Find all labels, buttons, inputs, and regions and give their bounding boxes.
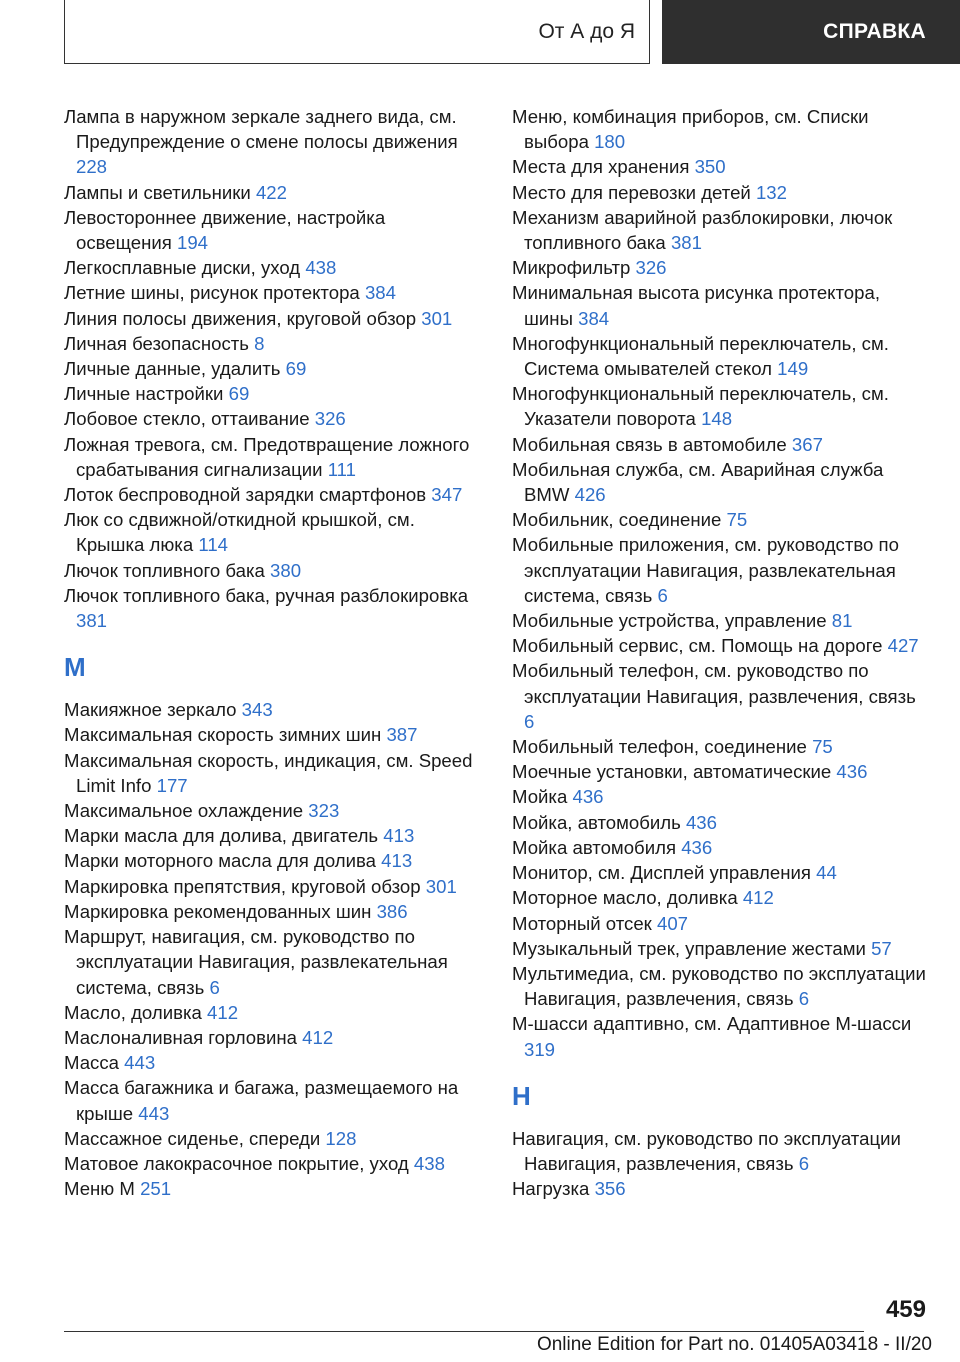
chapter-title-tab xyxy=(662,0,960,64)
index-entry-page-link[interactable]: 356 xyxy=(594,1178,626,1200)
index-entry xyxy=(512,205,926,255)
index-entry xyxy=(512,1126,926,1176)
index-entry-page-link[interactable]: 412 xyxy=(742,887,774,909)
chapter-title: СПРАВКА xyxy=(823,20,926,43)
index-entry xyxy=(64,1176,484,1201)
index-entry-text: Люк со сдвижной/откидной крышкой, см. Крышка люка xyxy=(64,509,415,556)
index-entry-page-link[interactable]: 148 xyxy=(701,408,733,430)
index-entry-text: Мобильный сервис, см. Помощь на дороге xyxy=(512,635,883,657)
index-entry-page-link[interactable]: 6 xyxy=(209,976,220,998)
index-entry xyxy=(512,180,926,205)
index-entry-text: Максимальное охлаждение xyxy=(64,800,304,822)
index-entry xyxy=(64,1000,484,1025)
index-entry-text: Мобильные приложения, см. руководство по эксплуатации Навигация, развлекательная система, связь xyxy=(512,534,899,606)
index-entry xyxy=(64,507,484,557)
index-entry xyxy=(512,331,926,381)
index-entry-page-link[interactable]: 443 xyxy=(124,1052,156,1074)
index-entry-text: Масса xyxy=(64,1052,119,1074)
edition-footer: Online Edition for Part no. 01405A03418 - II/20 xyxy=(536,1334,932,1355)
index-entry xyxy=(512,784,926,809)
index-entry-text: Лобовое стекло, оттаивание xyxy=(64,408,310,430)
index-entry-text: Маркировка рекомендованных шин xyxy=(64,900,372,922)
index-entry xyxy=(64,180,484,205)
index-entry xyxy=(64,748,484,798)
index-entry-text: Мобильник, соединение xyxy=(512,509,722,531)
index-entry-page-link[interactable]: 6 xyxy=(657,584,668,606)
index-entry-page-link[interactable]: 75 xyxy=(812,736,833,758)
index-entry-page-link[interactable]: 381 xyxy=(670,232,702,254)
index-entry-page-link[interactable]: 412 xyxy=(302,1026,334,1048)
index-entry xyxy=(64,874,484,899)
index-entry xyxy=(512,154,926,179)
index-entry-page-link[interactable]: 436 xyxy=(572,786,604,808)
index-letter-heading: М xyxy=(64,652,86,683)
index-entry-text: Линия полосы движения, круговой обзор xyxy=(64,307,417,329)
index-entry-text: Маслоналивная горловина xyxy=(64,1026,297,1048)
index-entry-page-link[interactable]: 180 xyxy=(594,131,626,153)
index-entry-text: Масса багажника и багажа, размещаемого на крыше xyxy=(64,1077,459,1124)
index-entry xyxy=(64,306,484,331)
index-entry-page-link[interactable]: 251 xyxy=(140,1178,172,1200)
index-entry-text: Моторное масло, доливка xyxy=(512,887,738,909)
index-letter-heading: Н xyxy=(512,1080,531,1111)
index-entry-page-link[interactable]: 69 xyxy=(285,358,307,380)
index-entry-page-link[interactable]: 407 xyxy=(657,912,689,934)
section-title-tab xyxy=(64,0,650,64)
index-entry xyxy=(64,583,484,633)
index-entry-text: Лампа в наружном зеркале заднего вида, см. Предупреждение о смене полосы движения xyxy=(64,106,458,153)
index-entry-page-link[interactable]: 6 xyxy=(798,988,810,1010)
index-entry xyxy=(512,457,926,507)
index-entry-text: Навигация, см. руководство по эксплуатации Навигация, развлечения, связь xyxy=(512,1127,901,1174)
index-entry-page-link[interactable]: 228 xyxy=(76,156,108,178)
index-entry xyxy=(64,1126,484,1151)
index-entry-text: Нагрузка xyxy=(512,1178,590,1200)
index-entry-page-link[interactable]: 114 xyxy=(198,534,229,556)
index-entry xyxy=(64,558,484,583)
index-entry-page-link[interactable]: 44 xyxy=(816,862,837,884)
index-entry-text: Место для перевозки детей xyxy=(512,181,751,203)
index-entry-page-link[interactable]: 384 xyxy=(364,282,396,304)
index-entry xyxy=(512,835,926,860)
index-entry xyxy=(64,722,484,747)
index-entry xyxy=(512,432,926,457)
index-entry-text: Места для хранения xyxy=(512,156,690,178)
index-entry xyxy=(512,658,926,734)
section-title: От А до Я xyxy=(538,19,635,43)
index-entry-page-link[interactable]: 436 xyxy=(681,836,713,858)
index-entry-page-link[interactable]: 57 xyxy=(871,937,892,959)
index-entry xyxy=(512,734,926,759)
index-entry xyxy=(64,356,484,381)
index-entry-text: Многофункциональный переключатель, см. Указатели поворота xyxy=(512,383,889,430)
index-entry-page-link[interactable]: 436 xyxy=(685,811,717,833)
index-entry-page-link[interactable]: 438 xyxy=(305,257,337,279)
index-entry-text: Личная безопасность xyxy=(64,332,249,354)
index-entry-text: Марки моторного масла для долива xyxy=(64,850,376,872)
index-entry-page-link[interactable]: 111 xyxy=(327,458,356,480)
index-entry-text: Лючок топливного бака, ручная разблокировка xyxy=(64,584,469,606)
index-entry-page-link[interactable]: 426 xyxy=(574,484,606,506)
index-entry-text: Марки масла для долива, двигатель xyxy=(64,825,379,847)
index-entry-text: Максимальная скорость, индикация, см. Speed Limit Info xyxy=(64,749,473,796)
index-entry-page-link[interactable]: 326 xyxy=(635,257,667,279)
index-entry-text: Мобильная связь в автомобиле xyxy=(512,433,787,455)
index-entry xyxy=(512,104,926,154)
index-entry-page-link[interactable]: 436 xyxy=(836,761,868,783)
index-entry-page-link[interactable]: 8 xyxy=(254,332,265,354)
index-entry-text: Мобильная служба, см. Аварийная служба BMW xyxy=(512,458,884,506)
index-entry-text: Мойка автомобиля xyxy=(512,836,677,858)
index-entry-page-link[interactable]: 381 xyxy=(76,610,108,632)
index-entry-page-link[interactable]: 380 xyxy=(270,559,302,581)
index-entry-text: Меню M xyxy=(64,1178,135,1200)
index-entry-text: Матовое лакокрасочное покрытие, уход xyxy=(64,1152,409,1174)
index-entry xyxy=(512,860,926,885)
index-entry-text: Мобильный телефон, см. руководство по эксплуатации Навигация, развлечения, связь xyxy=(512,660,916,707)
index-entry-page-link[interactable]: 301 xyxy=(421,307,453,329)
index-entry-text: Массажное сиденье, спереди xyxy=(64,1127,321,1149)
index-entry xyxy=(64,406,484,431)
index-entry xyxy=(512,810,926,835)
index-entry xyxy=(64,899,484,924)
index-entry-text: Левостороннее движение, настройка освещения xyxy=(64,206,386,254)
index-entry-page-link[interactable]: 301 xyxy=(425,875,457,897)
index-entry-text: Механизм аварийной разблокировки, лючок топливного бака xyxy=(512,206,893,254)
index-entry xyxy=(512,885,926,910)
index-entry-page-link[interactable]: 413 xyxy=(381,850,413,872)
index-entry-page-link[interactable]: 347 xyxy=(431,484,463,506)
index-column-left xyxy=(64,104,484,1201)
index-entry-text: М-шасси адаптивно, см. Адаптивное М-шасси xyxy=(512,1013,912,1035)
index-entry-page-link[interactable]: 323 xyxy=(308,800,340,822)
index-entry xyxy=(64,1151,484,1176)
index-entry-page-link[interactable]: 177 xyxy=(156,774,188,796)
index-entry-page-link[interactable]: 6 xyxy=(524,710,535,732)
index-entry xyxy=(512,911,926,936)
index-entry xyxy=(64,924,484,1000)
index-entry xyxy=(64,697,484,722)
index-entry-text: Личные данные, удалить xyxy=(64,358,281,380)
index-entry-page-link[interactable]: 149 xyxy=(777,358,809,380)
index-entry xyxy=(512,961,926,1011)
index-entry xyxy=(64,432,484,482)
index-entry-text: Маркировка препятствия, круговой обзор xyxy=(64,875,421,897)
index-entry xyxy=(64,848,484,873)
index-entry-text: Мойка, автомобиль xyxy=(512,811,681,833)
index-entry-text: Летние шины, рисунок протектора xyxy=(64,282,360,304)
index-entry-page-link[interactable]: 386 xyxy=(376,900,408,922)
index-column-right xyxy=(512,104,926,1201)
index-entry-page-link[interactable]: 81 xyxy=(831,610,853,632)
index-entry xyxy=(512,633,926,658)
index-entry xyxy=(64,482,484,507)
index-entry-page-link[interactable]: 350 xyxy=(694,156,726,178)
index-entry-page-link[interactable]: 413 xyxy=(383,825,415,847)
index-entry-page-link[interactable]: 326 xyxy=(314,408,346,430)
index-entry xyxy=(512,255,926,280)
index-entry-page-link[interactable]: 427 xyxy=(887,635,919,657)
index-entry-page-link[interactable]: 443 xyxy=(138,1102,170,1124)
index-entry xyxy=(512,608,926,633)
index-entry-text: Макияжное зеркало xyxy=(64,699,237,721)
index-entry-text: Моторный отсек xyxy=(512,912,652,934)
index-entry-text: Легкосплавные диски, уход xyxy=(64,257,301,279)
index-entry xyxy=(64,798,484,823)
index-entry-page-link[interactable]: 319 xyxy=(524,1038,556,1060)
index-entry-page-link[interactable]: 128 xyxy=(325,1127,357,1149)
index-entry xyxy=(64,205,484,255)
index-entry-text: Мобильные устройства, управление xyxy=(512,610,827,632)
index-entry-page-link[interactable]: 69 xyxy=(228,383,250,405)
index-entry xyxy=(64,331,484,356)
footer-divider xyxy=(64,1331,864,1332)
index-entry-page-link[interactable]: 6 xyxy=(798,1152,810,1174)
index-entry-text: Максимальная скорость зимних шин xyxy=(64,724,382,746)
index-entry-text: Мобильный телефон, соединение xyxy=(512,736,807,758)
index-entry-text: Ложная тревога, см. Предотвращение ложного срабатывания сигнализации xyxy=(64,433,470,480)
index-entry xyxy=(64,1075,484,1125)
index-entry-page-link[interactable]: 367 xyxy=(791,433,823,455)
index-entry-text: Лючок топливного бака xyxy=(64,559,265,581)
index-entry-page-link[interactable]: 132 xyxy=(755,181,787,203)
page-number: 459 xyxy=(885,1296,926,1323)
index-entry-page-link[interactable]: 422 xyxy=(255,181,287,203)
index-entry xyxy=(64,280,484,305)
index-entry-text: Минимальная высота рисунка протектора, шины xyxy=(512,282,880,329)
index-entry-text: Меню, комбинация приборов, см. Списки выбора xyxy=(512,106,869,153)
index-entry-text: Мойка xyxy=(512,786,568,808)
index-entry xyxy=(64,104,484,180)
index-entry xyxy=(512,936,926,961)
index-entry-page-link[interactable]: 387 xyxy=(386,724,418,746)
index-entry-page-link[interactable]: 438 xyxy=(413,1152,445,1174)
index-entry-page-link[interactable]: 75 xyxy=(726,509,748,531)
index-entry-text: Масло, доливка xyxy=(64,1001,202,1023)
index-entry-page-link[interactable]: 384 xyxy=(578,307,610,329)
index-entry xyxy=(512,759,926,784)
index-entry-text: Лампы и светильники xyxy=(64,181,251,203)
index-entry xyxy=(512,280,926,330)
index-entry xyxy=(512,1176,926,1201)
index-entry xyxy=(64,1025,484,1050)
index-entry-text: Лоток беспроводной зарядки смартфонов xyxy=(64,484,427,506)
index-entry-text: Монитор, см. Дисплей управления xyxy=(512,862,811,884)
index-entry xyxy=(64,381,484,406)
index-entry-text: Маршрут, навигация, см. руководство по эксплуатации Навигация, развлекательная система, связь xyxy=(64,926,448,998)
index-entry xyxy=(64,255,484,280)
index-entry-text: Микрофильтр xyxy=(512,257,631,279)
index-entry-text: Личные настройки xyxy=(64,383,224,405)
index-entry-page-link[interactable]: 194 xyxy=(176,232,209,254)
index-entry-page-link[interactable]: 343 xyxy=(241,699,273,721)
index-entry xyxy=(512,381,926,431)
index-entry-text: Музыкальный трек, управление жестами xyxy=(512,937,866,959)
index-entry-text: Моечные установки, автоматические xyxy=(512,761,832,783)
index-entry xyxy=(64,1050,484,1075)
index-entry xyxy=(512,507,926,532)
index-entry-page-link[interactable]: 412 xyxy=(207,1001,239,1023)
index-entry xyxy=(64,823,484,848)
index-entry-text: Многофункциональный переключатель, см. Система омывателей стекол xyxy=(512,332,889,380)
index-entry xyxy=(512,1011,926,1061)
index-entry-text: Мультимедиа, см. руководство по эксплуатации Навигация, развлечения, связь xyxy=(512,962,926,1010)
index-entry xyxy=(512,532,926,608)
